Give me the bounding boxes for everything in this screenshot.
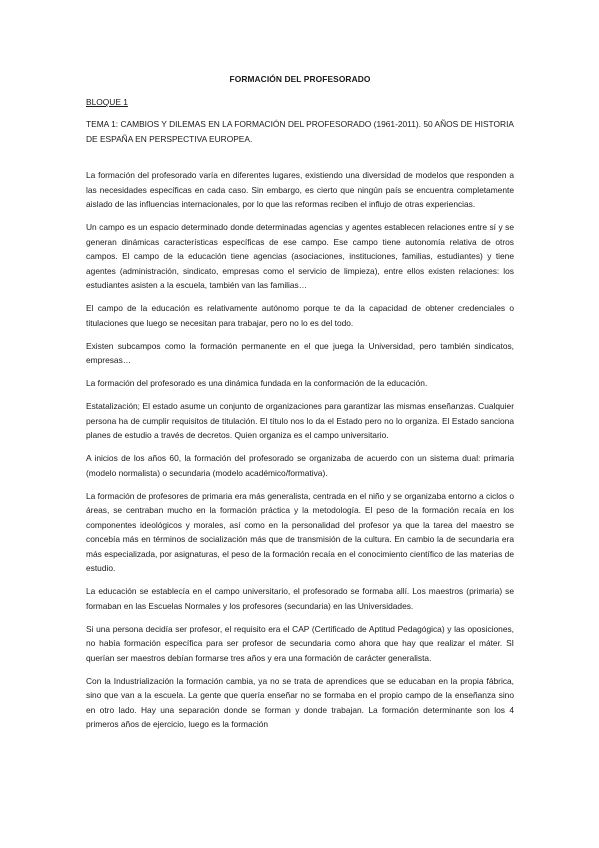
paragraph: La formación del profesorado es una dinámica fundada en la conformación de la educación. <box>86 378 428 388</box>
paragraph: Estatalización; El estado asume un conjunto de organizaciones para garantizar las mismas enseñanzas. Cualquier persona ha de cumplir requisitos de titulación. El título nos lo da el Estado pero no lo organiza. El Estado sanciona planes de estudio a través de decretos. Quien organiza es el campo universitario. <box>86 401 514 440</box>
paragraph: A inicios de los años 60, la formación del profesorado se organizaba de acuerdo con un sistema dual: primaria (modelo normalista) o secundaria (modelo académico/formativa). <box>86 453 514 478</box>
paragraph: Si una persona decidía ser profesor, el requisito era el CAP (Certificado de Aptitud Pedagógica) y las oposiciones, no había formación específica para ser profesor de secundaria como ahora que hay que realizar el máter. SI querían ser maestros debían formarse tres años y era una formación de carácter generalista. <box>86 623 514 663</box>
block-label: BLOQUE 1 <box>86 97 128 107</box>
paragraph: Con la Industrialización la formación cambia, ya no se trata de aprendices que se educaban en la propia fábrica, sino que van a la escuela. La gente que quería enseñar no se formaba en el propio campo de la enseñanza sino en otro lado. Hay una separación donde se forman y donde trabajan. La formación determinante son los 4 primeros años de ejercicio, luego es la formación <box>86 675 514 729</box>
paragraph: Un campo es un espacio determinado donde determinadas agencias y agentes establecen relaciones entre sí y se generan dinámicas características específicas de ese campo. Ese campo tiene autonomía relativa de otros campos. El campo de la educación tiene agencias (asociaciones, instituciones, familias, estudiantes) y tiene agentes (administración, sindicato, empresas como el servicio de limpieza), entre ellos existen relaciones: los estudiantes asisten a la escuela, también van las familias… <box>86 222 514 290</box>
paragraph: La formación de profesores de primaria era más generalista, centrada en el niño y se organizaba entorno a ciclos o áreas, se centraban mucho en la formación práctica y la metodología. El peso de la formación recaía en los componentes ideológicos y morales, así como en la personalidad del profesor ya que la tarea del maestro se concebía más en términos de socialización más que de transmisión de la cultura. En cambio la de secundaria era más especializada, por asignaturas, el peso de la formación recaía en el conocimiento científico de las materias de estudio. <box>86 490 514 573</box>
paragraph: El campo de la educación es relativamente autónomo porque te da la capacidad de obtener credenciales o titulaciones que luego se necesitan para trabajar, pero no lo es del todo. <box>86 303 514 328</box>
topic-heading: TEMA 1: CAMBIOS Y DILEMAS EN LA FORMACIÓN DEL PROFESORADO (1961-2011). 50 AÑOS DE HISTORIA DE ESPAÑA EN PERSPECTIVA EUROPEA. <box>86 119 514 144</box>
document-page <box>86 0 514 848</box>
document-title: FORMACIÓN DEL PROFESORADO <box>229 74 371 84</box>
paragraph: Existen subcampos como la formación permanente en el que juega la Universidad, pero también sindicatos, empresas… <box>86 340 514 365</box>
paragraph: La formación del profesorado varía en diferentes lugares, existiendo una diversidad de modelos que responden a las necesidades específicas en cada caso. Sin embargo, es cierto que ningún país se encuentra completamente aislado de las influencias internacionales, por lo que las reformas reciben el influjo de otras experiencias. <box>86 170 514 209</box>
paragraph: La educación se establecía en el campo universitario, el profesorado se formaba allí. Los maestros (primaria) se formaban en las Escuelas Normales y los profesores (secundaria) en las Universidades. <box>86 586 514 611</box>
body-text <box>86 168 514 740</box>
